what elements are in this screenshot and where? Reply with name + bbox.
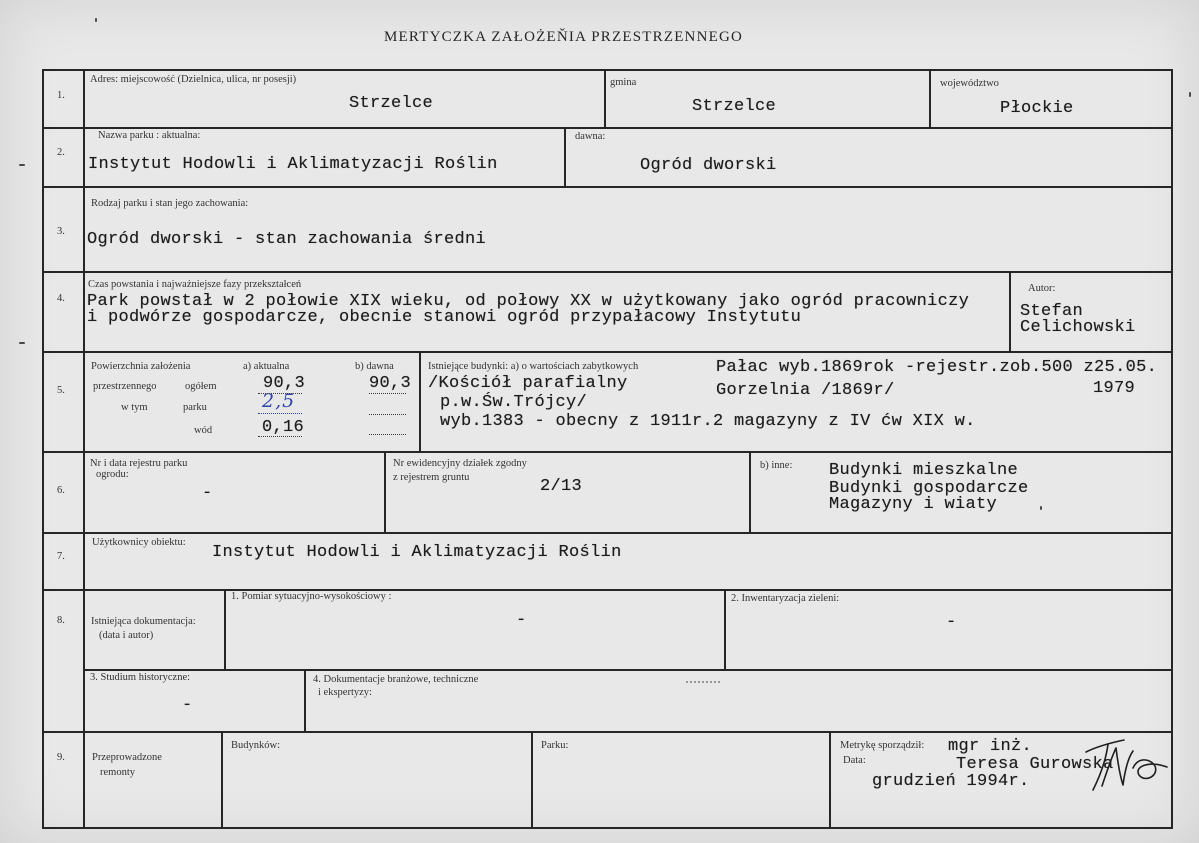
- park-type-value: Ogród dworski - stan zachowania średni: [87, 230, 487, 249]
- park-name-former-value: Ogród dworski: [640, 156, 777, 175]
- scan-mark: [1189, 92, 1191, 97]
- author-line: Stefan: [1020, 302, 1084, 321]
- prepared-by-name: Teresa Gurowska: [956, 755, 1114, 774]
- form-frame: [42, 69, 1173, 829]
- park-type-label: Rodzaj parku i stan jego zachowania:: [91, 198, 249, 209]
- repairs-park-label: Parku:: [541, 740, 569, 751]
- row-number-5: 5.: [57, 385, 65, 396]
- dotted-line: [258, 413, 302, 414]
- history-line: Park powstał w 2 połowie XIX wieku, od połowy XX w użytkowany jako ogród pracowniczy: [87, 292, 970, 311]
- address-value: Strzelce: [349, 94, 434, 113]
- park-name-former-label: dawna:: [575, 131, 606, 142]
- repairs-label: Przeprowadzone: [92, 752, 162, 763]
- survey-value: -: [516, 611, 527, 630]
- plots-label: z rejestrem gruntu: [393, 472, 470, 483]
- author-line: Celichowski: [1020, 318, 1136, 337]
- dotted-line: [369, 393, 406, 394]
- row-number-3: 3.: [57, 226, 65, 237]
- building-church: /Kościół parafialny: [428, 374, 628, 393]
- users-value: Instytut Hodowli i Aklimatyzacji Roślin: [212, 543, 622, 562]
- row-number-4: 4.: [57, 293, 65, 304]
- other-building: Magazyny i wiaty: [829, 495, 998, 514]
- date-value: grudzień 1994r.: [872, 772, 1030, 791]
- form-title: MERTYCZKA ZAŁOŻEŇIA PRZESTRZENNEGO: [384, 29, 744, 45]
- area-water-current: 0,16: [262, 418, 305, 437]
- users-label: Użytkownicy obiektu:: [92, 537, 186, 548]
- cell-divider: [564, 127, 566, 187]
- gmina-value: Strzelce: [692, 97, 777, 116]
- area-park-label: parku: [183, 402, 207, 413]
- wojewodztwo-value: Płockie: [1000, 99, 1074, 118]
- address-label: Adres: miejscowość (Dzielnica, ulica, nr posesji): [90, 74, 297, 85]
- cell-divider: [304, 669, 306, 732]
- technical-docs-label: 4. Dokumentacje branżowe, techniczne: [313, 674, 479, 685]
- scan-mark: [19, 342, 25, 344]
- prepared-by-label: Metrykę sporządził:: [840, 740, 925, 751]
- row-divider: [42, 271, 1173, 273]
- wojewodztwo-label: województwo: [940, 78, 999, 89]
- area-total-current: 90,3: [263, 374, 306, 393]
- building-distillery: Gorzelnia /1869r/: [716, 381, 895, 400]
- building-church: wyb.1383 - obecny z 1911r.2 magazyny z IV ćw XIX w.: [440, 412, 976, 431]
- area-label: przestrzennego: [93, 381, 157, 392]
- register-value: -: [202, 484, 213, 503]
- documentation-label: Istniejąca dokumentacja:: [91, 616, 196, 627]
- prepared-by-title: mgr inż.: [948, 737, 1033, 756]
- cell-divider: [929, 69, 931, 128]
- building-palace: Pałac wyb.1869rok -rejestr.zob.500 z25.05.: [716, 358, 1158, 377]
- documentation-label: (data i autor): [99, 630, 154, 641]
- dotted-line: [369, 414, 406, 415]
- row-divider: [42, 351, 1173, 353]
- cell-divider: [604, 69, 606, 128]
- area-total-label: ogółem: [185, 381, 217, 392]
- area-current-header: a) aktualna: [243, 361, 290, 372]
- other-buildings-label: b) inne:: [760, 460, 793, 471]
- row-divider: [42, 532, 1173, 534]
- plots-label: Nr ewidencyjny działek zgodny: [393, 458, 527, 469]
- row-divider: [42, 451, 1173, 453]
- dotted-line: [258, 393, 302, 394]
- date-label: Data:: [843, 755, 866, 766]
- scan-mark: [95, 18, 97, 22]
- history-study-value: -: [182, 696, 193, 715]
- cell-divider: [531, 731, 533, 829]
- register-label: ogrodu:: [96, 469, 129, 480]
- cell-divider: [221, 731, 223, 829]
- area-total-former: 90,3: [369, 374, 412, 393]
- building-church: p.w.Św.Trójcy/: [440, 393, 588, 412]
- history-study-label: 3. Studium historyczne:: [90, 672, 191, 683]
- area-former-header: b) dawna: [355, 361, 394, 372]
- cell-divider: [829, 731, 831, 829]
- row-divider: [42, 127, 1173, 129]
- row-number-8: 8.: [57, 615, 65, 626]
- signature-image: [1078, 736, 1170, 796]
- row-number-6: 6.: [57, 485, 65, 496]
- row-divider: [42, 186, 1173, 188]
- gmina-label: gmina: [610, 77, 637, 88]
- cell-divider: [724, 589, 726, 670]
- row-divider: [84, 669, 1173, 671]
- row-number-1: 1.: [57, 90, 65, 101]
- park-name-current-value: Instytut Hodowli i Aklimatyzacji Roślin: [88, 155, 498, 174]
- area-label: w tym: [121, 402, 148, 413]
- register-label: Nr i data rejestru parku: [90, 458, 188, 469]
- dotted-line: [369, 434, 406, 435]
- number-column-divider: [83, 69, 85, 829]
- cell-divider: [384, 451, 386, 533]
- cell-divider: [1009, 271, 1011, 352]
- survey-label: 1. Pomiar sytuacyjno-wysokościowy :: [231, 591, 392, 602]
- greenery-label: 2. Inwentaryzacja zieleni:: [731, 593, 840, 604]
- technical-docs-label: i ekspertyzy:: [318, 687, 372, 698]
- plots-value: 2/13: [540, 477, 583, 496]
- park-name-current-label: Nazwa parku : aktualna:: [98, 130, 201, 141]
- repairs-label: remonty: [100, 767, 135, 778]
- greenery-value: -: [946, 613, 957, 632]
- row-number-7: 7.: [57, 551, 65, 562]
- row-number-9: 9.: [57, 752, 65, 763]
- building-palace-year: 1979: [1093, 379, 1136, 398]
- area-label: Powierzchnia założenia: [91, 361, 191, 372]
- cell-divider: [419, 351, 421, 452]
- scan-mark: [19, 164, 25, 166]
- other-building: Budynki mieszkalne: [829, 461, 1019, 480]
- repairs-buildings-label: Budynków:: [231, 740, 281, 751]
- dotted-line: [258, 436, 302, 437]
- buildings-label: Istniejące budynki: a) o wartościach zabytkowych: [428, 361, 639, 372]
- history-label: Czas powstania i najważniejsze fazy przekształceń: [88, 279, 302, 290]
- row-divider: [42, 589, 1173, 591]
- other-building: Budynki gospodarcze: [829, 479, 1029, 498]
- cell-divider: [224, 589, 226, 670]
- cell-divider: [749, 451, 751, 533]
- row-number-2: 2.: [57, 147, 65, 158]
- area-park-current-handwritten: 2,5: [262, 390, 296, 412]
- history-line: i podwórze gospodarcze, obecnie stanowi ogród przypałacowy Instytutu: [87, 308, 802, 327]
- author-label: Autor:: [1028, 283, 1056, 294]
- row-divider: [42, 731, 1173, 733]
- area-water-label: wód: [194, 425, 213, 436]
